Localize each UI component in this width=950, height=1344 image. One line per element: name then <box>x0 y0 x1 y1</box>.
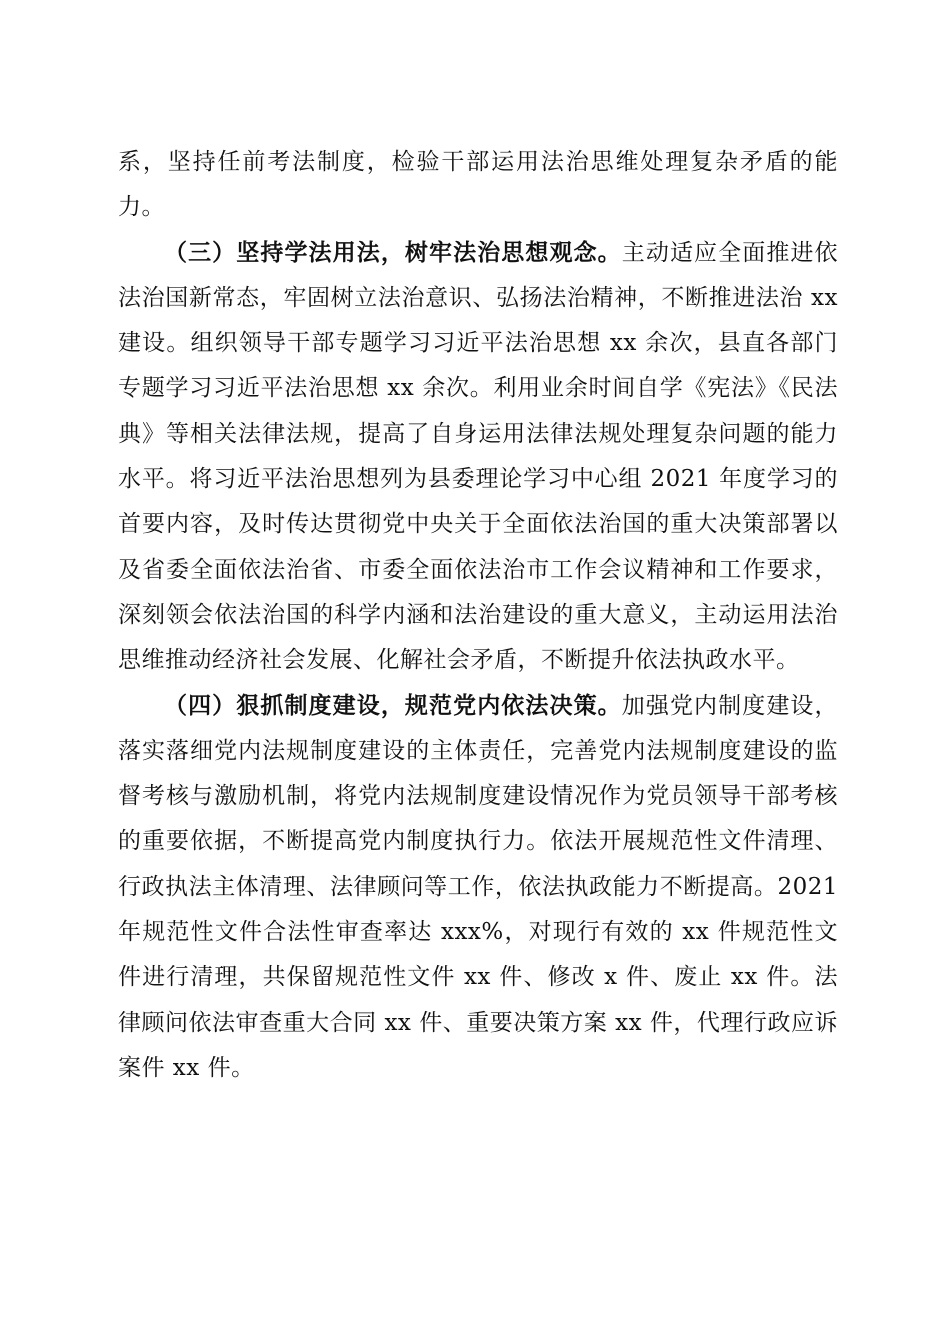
document-body <box>118 140 838 1091</box>
paragraph-text: 主动适应全面推进依法治国新常态，牢固树立法治意识、弘扬法治精神，不断推进法治 xx 建设。组织领导干部专题学习习近平法治思想 xx 余次，县直各部门专题学习习近平法治思想 xx 余次。利用业余时间自学《宪法》《民法典》等相关法律法规，提高了自身运用法律法规处理复杂问题的能力水平。将习近平法治思想列为县委理论学习中心组 2021 年度学习的首要内容，及时传达贯彻党中央关于全面依法治国的重大决策部署以及省委全面依法治省、市委全面依法治市工作会议精神和工作要求，深刻领会依法治国的科学内涵和法治建设的重大意义，主动运用法治思维推动经济社会发展、化解社会矛盾，不断提升依法执政水平。 <box>118 239 839 674</box>
paragraph-text: 系，坚持任前考法制度，检验干部运用法治思维处理复杂矛盾的能力。 <box>118 149 838 221</box>
section-heading-three: （三）坚持学法用法，树牢法治思想观念。 <box>164 239 622 266</box>
paragraph-text: 加强党内制度建设，落实落细党内法规制度建设的主体责任，完善党内法规制度建设的监督考核与激励机制，将党内法规制度建设情况作为党员领导干部考核的重要依据，不断提高党内制度执行力。依法开展规范性文件清理、行政执法主体清理、法律顾问等工作，依法执政能力不断提高。2021 年规范性文件合法性审查率达 xxx%，对现行有效的 xx 件规范性文件进行清理，共保留规范性文件 xx 件、修改 x 件、废止 xx 件。法律顾问依法审查重大合同 xx 件、重要决策方案 xx 件，代理行政应诉案件 xx 件。 <box>118 692 839 1081</box>
paragraph-section-four <box>118 684 838 1092</box>
section-heading-four: （四）狠抓制度建设，规范党内依法决策。 <box>164 692 622 719</box>
paragraph-continuation <box>118 140 838 231</box>
paragraph-section-three <box>118 231 838 684</box>
